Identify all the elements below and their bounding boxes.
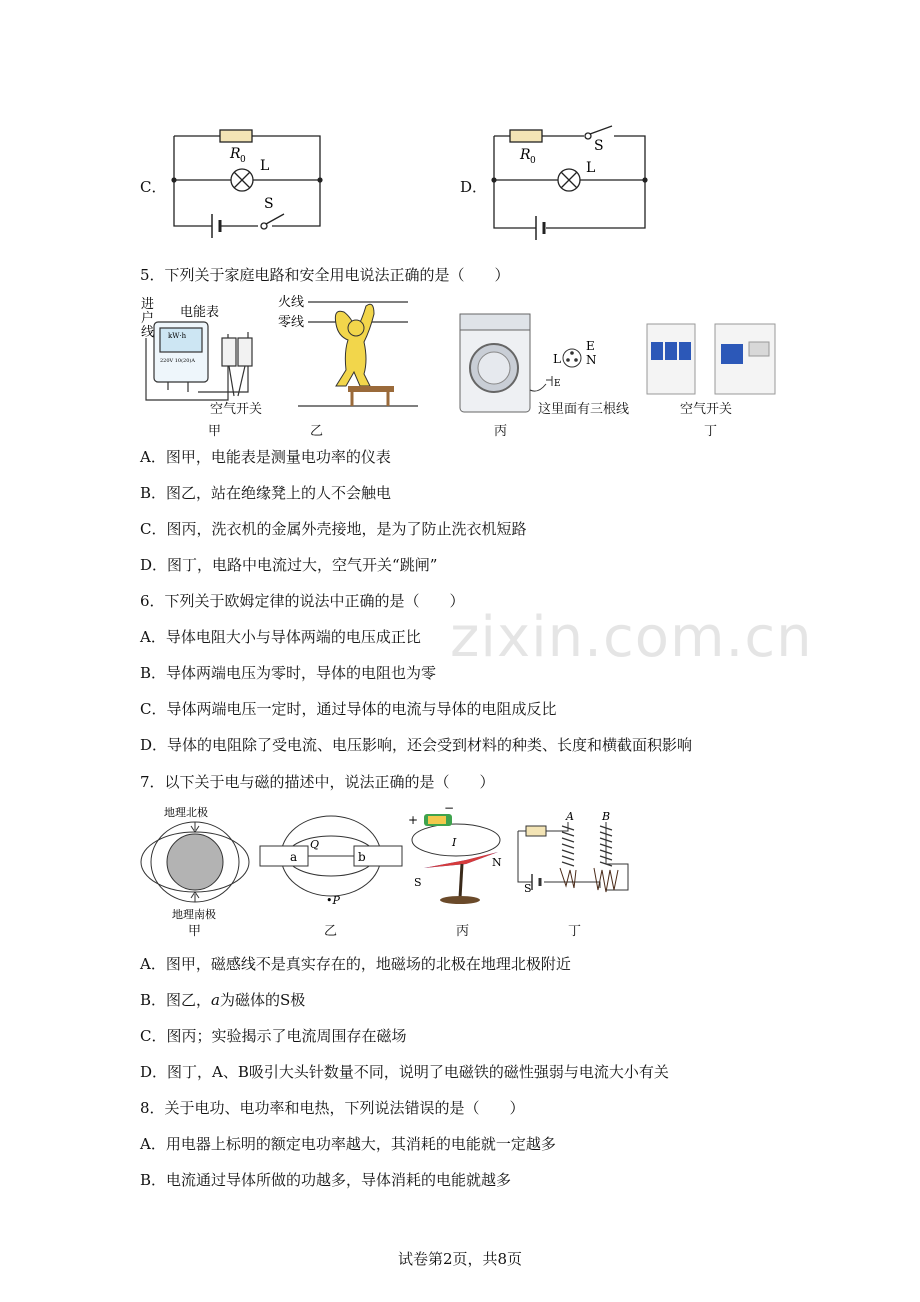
q7-fig-ding [510, 808, 634, 898]
inlet-label-3: 线 [141, 325, 155, 340]
inlet-label-2: 户 [141, 311, 155, 326]
geo-north-label: 地理北极 [164, 806, 208, 819]
circuit-d-diagram [480, 122, 660, 247]
italic-a: a [211, 991, 220, 1009]
lamp-label-c: L [260, 158, 270, 174]
q7-option-c[interactable]: C．图丙；实验揭示了电流周围存在磁场 [140, 1027, 407, 1045]
q7-option-a[interactable]: A．图甲，磁感线不是真实存在的，地磁场的北极在地理北极附近 [140, 955, 571, 973]
magnet-b-label-ding: B [602, 810, 611, 823]
q8-option-b[interactable]: B．电流通过导体所做的功越多，导体消耗的电能就越多 [140, 1171, 512, 1189]
neutral-wire-label: 零线 [278, 315, 305, 330]
jia-caption: 甲 [208, 424, 222, 439]
q6-option-d[interactable]: D．导体的电阻除了受电流、电压影响，还会受到材料的种类、长度和横截面积影响 [140, 736, 693, 754]
q5-option-d[interactable]: D．图丁，电路中电流过大，空气开关“跳闸” [140, 556, 438, 574]
bing-note: 这里面有三根线 [538, 402, 630, 417]
q7-ding-caption: 丁 [568, 924, 582, 939]
resistor-label-d: R [520, 147, 531, 163]
lamp-label-d: L [586, 160, 596, 176]
q6-stem: 6．下列关于欧姆定律的说法中正确的是（ ） [140, 592, 465, 610]
q8-stem: 8．关于电功、电功率和电热，下列说法错误的是（ ） [140, 1099, 525, 1117]
needle-n: N [492, 856, 502, 869]
meter-label: 电能表 [180, 305, 220, 320]
q6-option-a[interactable]: A．导体电阻大小与导体两端的电压成正比 [140, 628, 421, 646]
jia-breaker-label: 空气开关 [210, 402, 263, 417]
option-d-letter: D． [460, 178, 488, 196]
bing-caption: 丙 [494, 424, 508, 439]
geo-south-label: 地理南极 [172, 908, 216, 921]
switch-label-d: S [594, 138, 604, 154]
q6-option-b[interactable]: B．导体两端电压为零时，导体的电阻也为零 [140, 664, 437, 682]
needle-s: S [414, 876, 422, 889]
meter-face-unit: kW·h [168, 332, 187, 340]
watermark: zixin.com.cn [450, 605, 813, 670]
current-label: I [452, 836, 457, 849]
ding-caption: 丁 [704, 424, 718, 439]
battery-minus: − [444, 802, 455, 815]
q5-stem: 5．下列关于家庭电路和安全用电说法正确的是（ ） [140, 266, 510, 284]
resistor-sub-c: 0 [240, 155, 246, 165]
q7-bing-caption: 丙 [456, 924, 470, 939]
plug-E: E [554, 379, 561, 389]
resistor-label-c: R [230, 146, 241, 162]
q7-fig-yi [258, 808, 404, 912]
q8-option-a[interactable]: A．用电器上标明的额定电功率越大，其消耗的电能就一定越多 [140, 1135, 556, 1153]
q5-fig-ding [645, 322, 780, 397]
point-q-label: Q [310, 838, 320, 851]
ding-breaker-label: 空气开关 [680, 402, 733, 417]
q5-option-a[interactable]: A．图甲，电能表是测量电功率的仪表 [140, 448, 391, 466]
q7-stem: 7．以下关于电与磁的描述中，说法正确的是（ ） [140, 773, 495, 791]
q5-fig-yi [278, 290, 418, 410]
battery-plus: + [408, 813, 419, 827]
magnet-a-label: a [290, 850, 298, 864]
q7-fig-jia [136, 802, 254, 932]
meter-face-spec: 220V 10(20)A [160, 358, 195, 364]
option-c-letter: C． [140, 178, 167, 196]
switch-label-c: S [264, 196, 274, 212]
socket-N: N [586, 353, 597, 367]
q7-option-b[interactable]: B．图乙，a为磁体的S极 [140, 991, 306, 1009]
q7-option-d[interactable]: D．图丁，A、B吸引大头针数量不同，说明了电磁铁的磁性强弱与电流大小有关 [140, 1063, 669, 1081]
inlet-label-1: 进 [141, 297, 155, 312]
circuit-c-diagram [160, 122, 340, 242]
magnet-a-label-ding: A [566, 810, 574, 823]
q6-option-c[interactable]: C．导体两端电压一定时，通过导体的电流与导体的电阻成反比 [140, 700, 557, 718]
yi-caption: 乙 [310, 424, 324, 439]
socket-E: E [586, 339, 595, 353]
switch-s-label-ding: S [524, 882, 532, 895]
live-wire-label: 火线 [278, 295, 305, 310]
page-footer: 试卷第2页，共8页 [397, 1250, 523, 1268]
point-p-label: •P [326, 894, 340, 907]
q7-yi-caption: 乙 [324, 924, 338, 939]
resistor-sub-d: 0 [530, 156, 536, 166]
q7-jia-caption: 甲 [188, 924, 202, 939]
q5-option-b[interactable]: B．图乙，站在绝缘凳上的人不会触电 [140, 484, 392, 502]
q7-fig-bing [406, 802, 508, 908]
socket-L: L [553, 352, 561, 366]
q5-option-c[interactable]: C．图丙，洗衣机的金属外壳接地，是为了防止洗衣机短路 [140, 520, 527, 538]
magnet-b-label: b [358, 850, 366, 864]
